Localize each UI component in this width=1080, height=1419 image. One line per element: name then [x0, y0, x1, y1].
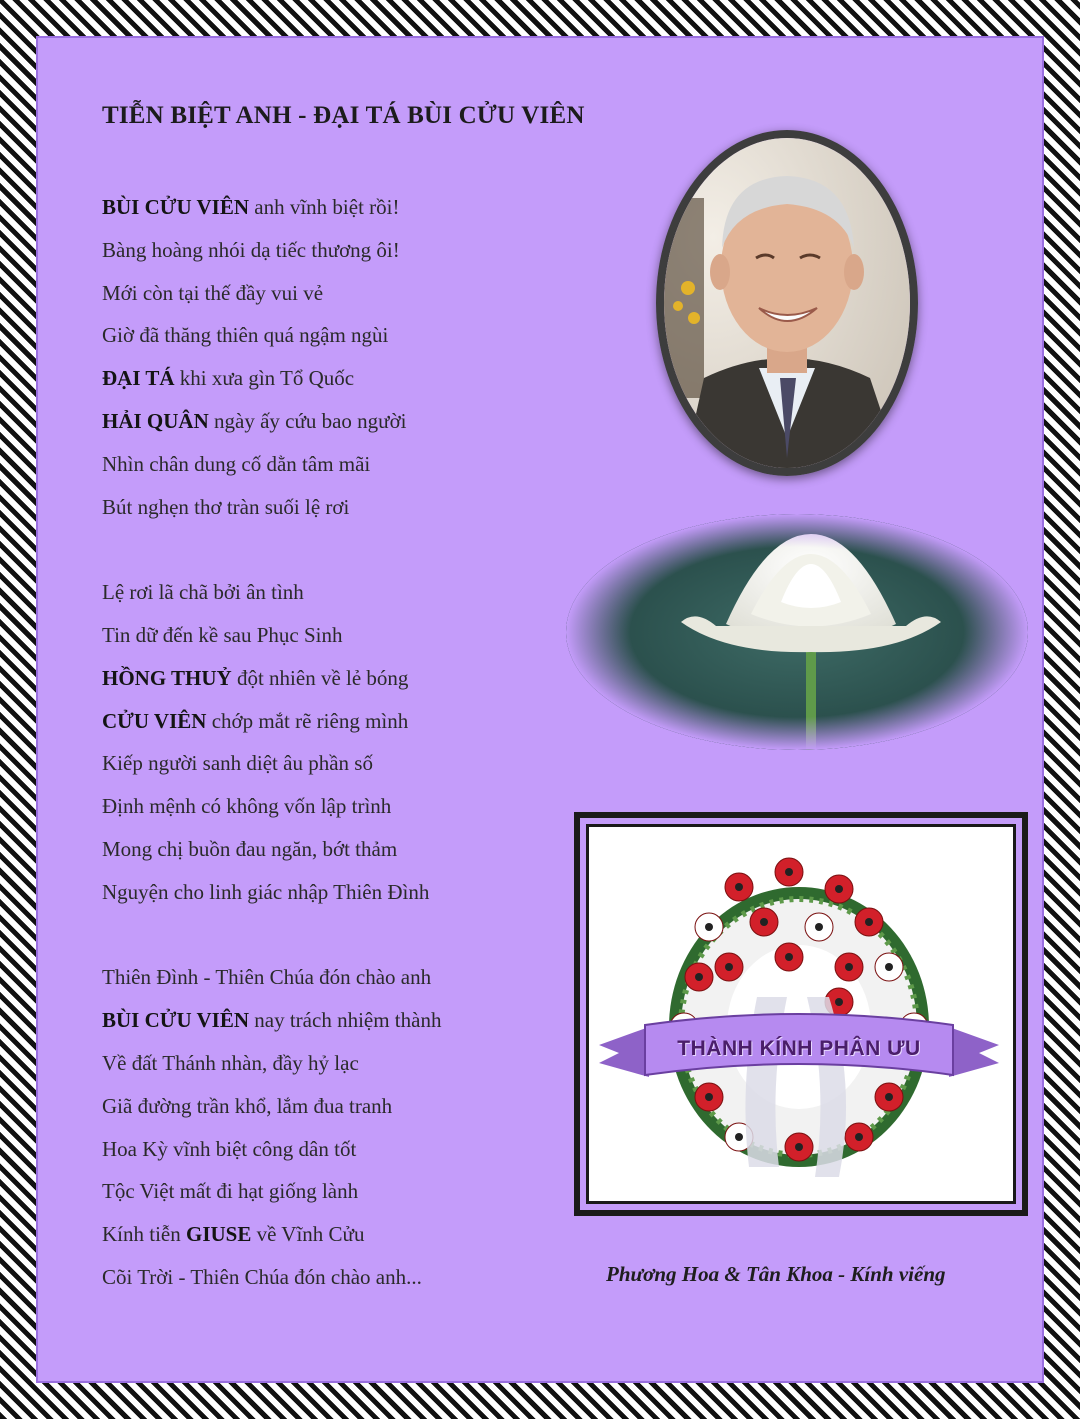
- flower-center-icon: [705, 923, 713, 931]
- poem-line: [102, 700, 572, 743]
- poem-line-bold: GIUSE: [186, 1222, 252, 1247]
- lotus-image: [566, 514, 1028, 750]
- poem-line: [102, 785, 572, 828]
- poem-line-text: Giã đường trần khổ, lắm đua tranh: [102, 1093, 393, 1118]
- poem-line-text: Hoa Kỳ vĩnh biệt công dân tốt: [102, 1136, 357, 1161]
- flower-center-icon: [785, 868, 793, 876]
- poem-line: [102, 828, 572, 871]
- poem-line: [102, 229, 572, 272]
- poem-line: [102, 400, 572, 443]
- poem-line: [102, 272, 572, 315]
- flower-center-icon: [760, 918, 768, 926]
- poem: [102, 186, 572, 1299]
- poem-line-bold: ĐẠI TÁ: [102, 366, 175, 391]
- wreath-frame: [574, 812, 1028, 1216]
- poem-line-text: Tin dữ đến kề sau Phục Sinh: [102, 622, 343, 647]
- poem-line-bold: BÙI CỬU VIÊN: [102, 195, 250, 219]
- poem-line: [102, 1213, 572, 1256]
- poem-line: [102, 614, 572, 657]
- poem-line-text: khi xưa gìn Tổ Quốc: [174, 366, 355, 391]
- poem-line: [102, 486, 572, 529]
- flower-center-icon: [815, 923, 823, 931]
- poem-line: [102, 186, 572, 229]
- signature: Phương Hoa & Tân Khoa - Kính viếng: [606, 1262, 946, 1286]
- poem-line-text: chớp mắt rẽ riêng mình: [206, 708, 409, 733]
- flower-center-icon: [855, 1133, 863, 1141]
- poem-line-text: về Vĩnh Cửu: [251, 1222, 365, 1247]
- lotus-illustration: [566, 514, 1028, 750]
- poem-line-text: Mong chị buồn đau ngăn, bớt thảm: [102, 836, 398, 861]
- poem-line-text: Lệ rơi lã chã bởi ân tình: [102, 580, 304, 605]
- poem-line: [102, 1128, 572, 1171]
- portrait-image: [664, 138, 910, 468]
- poem-line-text: Bút nghẹn thơ tràn suối lệ rơi: [102, 494, 350, 519]
- poem-line-text: nay trách nhiệm thành: [249, 1008, 442, 1033]
- wreath-banner-text: THÀNH KÍNH PHÂN ƯU: [677, 1037, 921, 1060]
- poem-line-bold: HỒNG THUỶ: [102, 665, 232, 690]
- poem-line: [102, 1170, 572, 1213]
- poem-line-bold: HẢI QUÂN: [102, 408, 209, 433]
- portrait-photo: [656, 130, 918, 476]
- flower-center-icon: [695, 973, 703, 981]
- poem-line: [102, 657, 572, 700]
- poem-line-bold: CỬU VIÊN: [102, 708, 207, 733]
- flower-center-icon: [835, 885, 843, 893]
- poem-line: [102, 571, 572, 614]
- flower-center-icon: [835, 998, 843, 1006]
- poem-line-text: Về đất Thánh nhàn, đầy hỷ lạc: [102, 1050, 359, 1075]
- flower-center-icon: [725, 963, 733, 971]
- flower-center-icon: [795, 1143, 803, 1151]
- flower-center-icon: [845, 963, 853, 971]
- poem-line: [102, 742, 572, 785]
- poem-line: [102, 871, 572, 914]
- poem-line: [102, 1085, 572, 1128]
- wreath-image: [589, 827, 1013, 1201]
- poem-line-text: Giờ đã thăng thiên quá ngậm ngùi: [102, 323, 389, 348]
- poem-line-text: Tộc Việt mất đi hạt giống lành: [102, 1179, 359, 1204]
- poem-line-text: Thiên Đình - Thiên Chúa đón chào anh: [102, 965, 432, 990]
- poem-line: [102, 999, 572, 1042]
- poem-line-bold: BÙI CỬU VIÊN: [102, 1008, 250, 1033]
- flower-center-icon: [865, 918, 873, 926]
- poem-line: [102, 956, 572, 999]
- poem-line-text: Định mệnh có không vốn lập trình: [102, 794, 392, 819]
- stanza-gap: [102, 528, 572, 571]
- wreath-illustration: [589, 827, 1009, 1197]
- poem-line: [102, 1256, 572, 1299]
- poem-line: [102, 443, 572, 486]
- flower-center-icon: [735, 883, 743, 891]
- flower-center-icon: [885, 1093, 893, 1101]
- poem-line: [102, 357, 572, 400]
- poem-line-text: Kiếp người sanh diệt âu phần số: [102, 751, 373, 776]
- flower-center-icon: [735, 1133, 743, 1141]
- flower-center-icon: [785, 953, 793, 961]
- page-panel: [36, 36, 1044, 1383]
- poem-title: TIỄN BIỆT ANH - ĐẠI TÁ BÙI CỬU VIÊN: [102, 102, 585, 129]
- poem-line: [102, 314, 572, 357]
- poem-line: [102, 1042, 572, 1085]
- poem-line-text: Nguyện cho linh giác nhập Thiên Đình: [102, 879, 430, 904]
- stanza-gap: [102, 914, 572, 957]
- poem-line-text: Cõi Trời - Thiên Chúa đón chào anh...: [102, 1264, 422, 1289]
- poem-line-text: ngày ấy cứu bao người: [208, 408, 407, 433]
- poem-line-text: anh vĩnh biệt rồi!: [249, 195, 400, 219]
- poem-line-prefix: Kính tiễn: [102, 1222, 186, 1247]
- flower-center-icon: [705, 1093, 713, 1101]
- poem-line-text: Mới còn tại thế đầy vui vẻ: [102, 280, 324, 305]
- poem-line-text: Bàng hoàng nhói dạ tiếc thương ôi!: [102, 237, 400, 262]
- flower-center-icon: [885, 963, 893, 971]
- poem-line-text: Nhìn chân dung cố dằn tâm mãi: [102, 451, 371, 476]
- poem-line-text: đột nhiên về lẻ bóng: [231, 665, 409, 690]
